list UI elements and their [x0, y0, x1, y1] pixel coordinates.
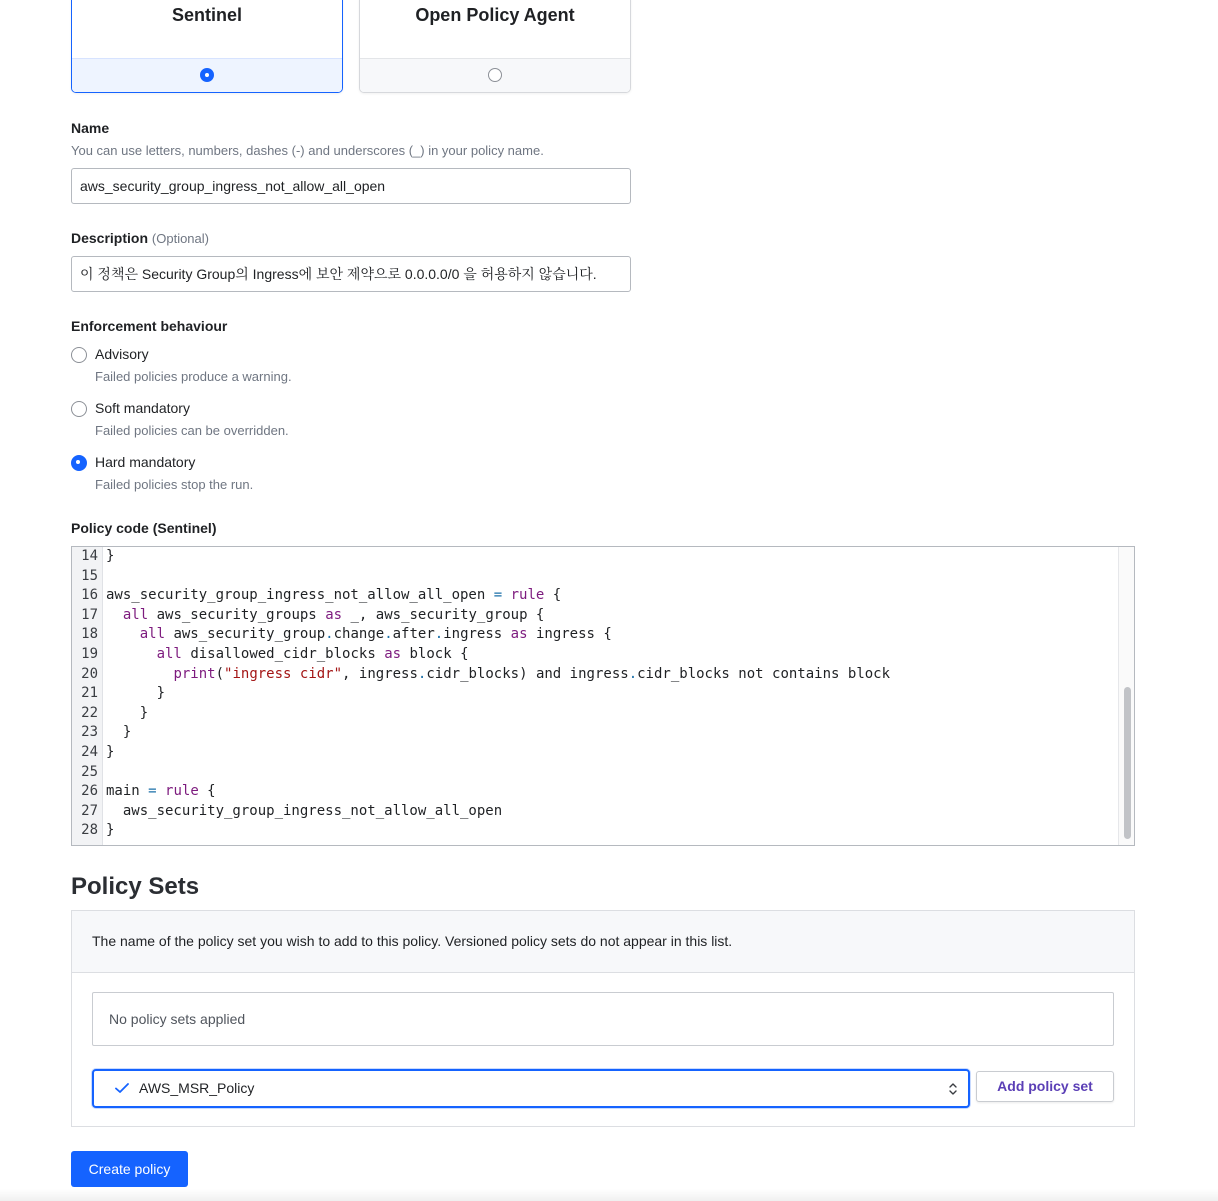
description-input[interactable]: 이 정책은 Security Group의 Ingress에 보안 제약으로 0.0.0.0/0 을 허용하지 않습니다.	[71, 256, 631, 292]
framework-footer-opa	[360, 58, 630, 92]
name-help-text: You can use letters, numbers, dashes (-) and underscores (_) in your policy name.	[71, 143, 544, 158]
line-text: all disallowed_cidr_blocks as block {	[156, 646, 469, 662]
editor-scrollbar[interactable]	[1118, 547, 1134, 845]
line-text: print("ingress cidr", ingress.cidr_blocks) and ingress.cidr_blocks not contains block	[173, 665, 891, 682]
line-number: 21	[81, 685, 98, 702]
enforcement-advisory-label: Advisory	[95, 346, 149, 362]
enforcement-option-hard-mandatory[interactable]	[71, 454, 371, 496]
line-number: 23	[81, 724, 98, 741]
framework-title-sentinel: Sentinel	[171, 5, 242, 25]
code-line	[72, 665, 890, 685]
line-text: }	[106, 704, 149, 721]
framework-radio-opa[interactable]	[488, 68, 502, 82]
line-number: 19	[81, 646, 98, 662]
line-number: 16	[81, 587, 98, 604]
line-text: all aws_security_groups as _, aws_security_group {	[122, 606, 545, 623]
line-text: }	[106, 744, 115, 760]
line-number: 22	[81, 704, 98, 721]
policy-code-editor[interactable]	[71, 546, 1135, 846]
code-line	[72, 802, 502, 822]
framework-radio-sentinel[interactable]	[200, 68, 214, 82]
description-label	[71, 230, 209, 246]
policy-set-select[interactable]	[92, 1069, 970, 1108]
code-line	[72, 723, 131, 743]
policy-sets-heading: Policy Sets	[71, 873, 200, 900]
chevron-updown-icon	[947, 1081, 959, 1102]
policy-sets-panel	[71, 910, 1135, 1127]
code-line	[72, 684, 165, 704]
code-line	[72, 743, 114, 763]
editor-scrollbar-thumb[interactable]	[1124, 687, 1131, 839]
enforcement-radio-hard-mandatory[interactable]	[71, 455, 87, 471]
enforcement-option-advisory[interactable]	[71, 346, 371, 388]
code-line	[72, 763, 106, 783]
code-line	[72, 625, 612, 645]
enforcement-soft-mandatory-help: Failed policies can be overridden.	[95, 423, 289, 438]
enforcement-soft-mandatory-label: Soft mandatory	[95, 400, 190, 416]
policy-sets-panel-header	[72, 911, 1134, 973]
description-optional-text: (Optional)	[151, 231, 209, 246]
bottom-edge-shadow	[0, 1189, 1218, 1201]
framework-title-opa: Open Policy Agent	[415, 5, 575, 25]
line-number: 28	[81, 822, 98, 839]
line-number: 27	[81, 802, 98, 819]
line-text: }	[106, 548, 115, 564]
enforcement-option-soft-mandatory[interactable]	[71, 400, 371, 442]
line-text: }	[106, 822, 115, 839]
line-number: 26	[81, 783, 98, 800]
line-text: all aws_security_group.change.after.ingress as ingress {	[139, 626, 612, 643]
line-number: 24	[81, 744, 98, 760]
framework-card-sentinel[interactable]	[71, 0, 343, 93]
code-line	[72, 782, 216, 802]
framework-footer-sentinel	[72, 58, 342, 92]
create-policy-button[interactable]: Create policy	[71, 1151, 188, 1187]
enforcement-hard-mandatory-label: Hard mandatory	[95, 454, 196, 470]
framework-card-opa[interactable]	[359, 0, 631, 93]
line-text: }	[106, 685, 166, 702]
description-label-text: Description	[71, 230, 149, 246]
line-text: aws_security_group_ingress_not_allow_all_open = rule {	[106, 587, 562, 604]
line-number: 18	[81, 626, 98, 643]
code-line	[72, 606, 544, 626]
code-line	[72, 567, 106, 587]
add-policy-set-button[interactable]: Add policy set	[976, 1071, 1114, 1102]
enforcement-radio-advisory[interactable]	[71, 347, 87, 363]
policy-code-label: Policy code (Sentinel)	[71, 520, 217, 536]
policy-sets-description: The name of the policy set you wish to add to this policy. Versioned policy sets do not appear in this list.	[92, 933, 733, 949]
code-line	[72, 704, 148, 724]
name-label: Name	[71, 120, 110, 136]
code-line	[72, 821, 114, 841]
check-icon	[114, 1080, 130, 1101]
policy-sets-empty-text: No policy sets applied	[109, 1011, 246, 1027]
line-number: 15	[81, 567, 98, 584]
name-input[interactable]: aws_security_group_ingress_not_allow_all_open	[71, 168, 631, 204]
line-number: 25	[81, 763, 98, 780]
code-line	[72, 547, 114, 567]
line-text: main = rule {	[106, 783, 216, 800]
enforcement-label: Enforcement behaviour	[71, 318, 228, 334]
line-text: }	[106, 724, 132, 741]
line-number: 20	[81, 665, 98, 682]
line-text: aws_security_group_ingress_not_allow_all_open	[122, 802, 503, 819]
line-number: 17	[81, 606, 98, 623]
enforcement-hard-mandatory-help: Failed policies stop the run.	[95, 477, 254, 492]
code-line	[72, 586, 561, 606]
policy-set-select-value: AWS_MSR_Policy	[139, 1080, 255, 1096]
enforcement-radio-soft-mandatory[interactable]	[71, 401, 87, 417]
line-number: 14	[81, 548, 98, 564]
enforcement-advisory-help: Failed policies produce a warning.	[95, 369, 292, 384]
policy-sets-list	[92, 992, 1114, 1046]
code-line	[72, 645, 469, 665]
